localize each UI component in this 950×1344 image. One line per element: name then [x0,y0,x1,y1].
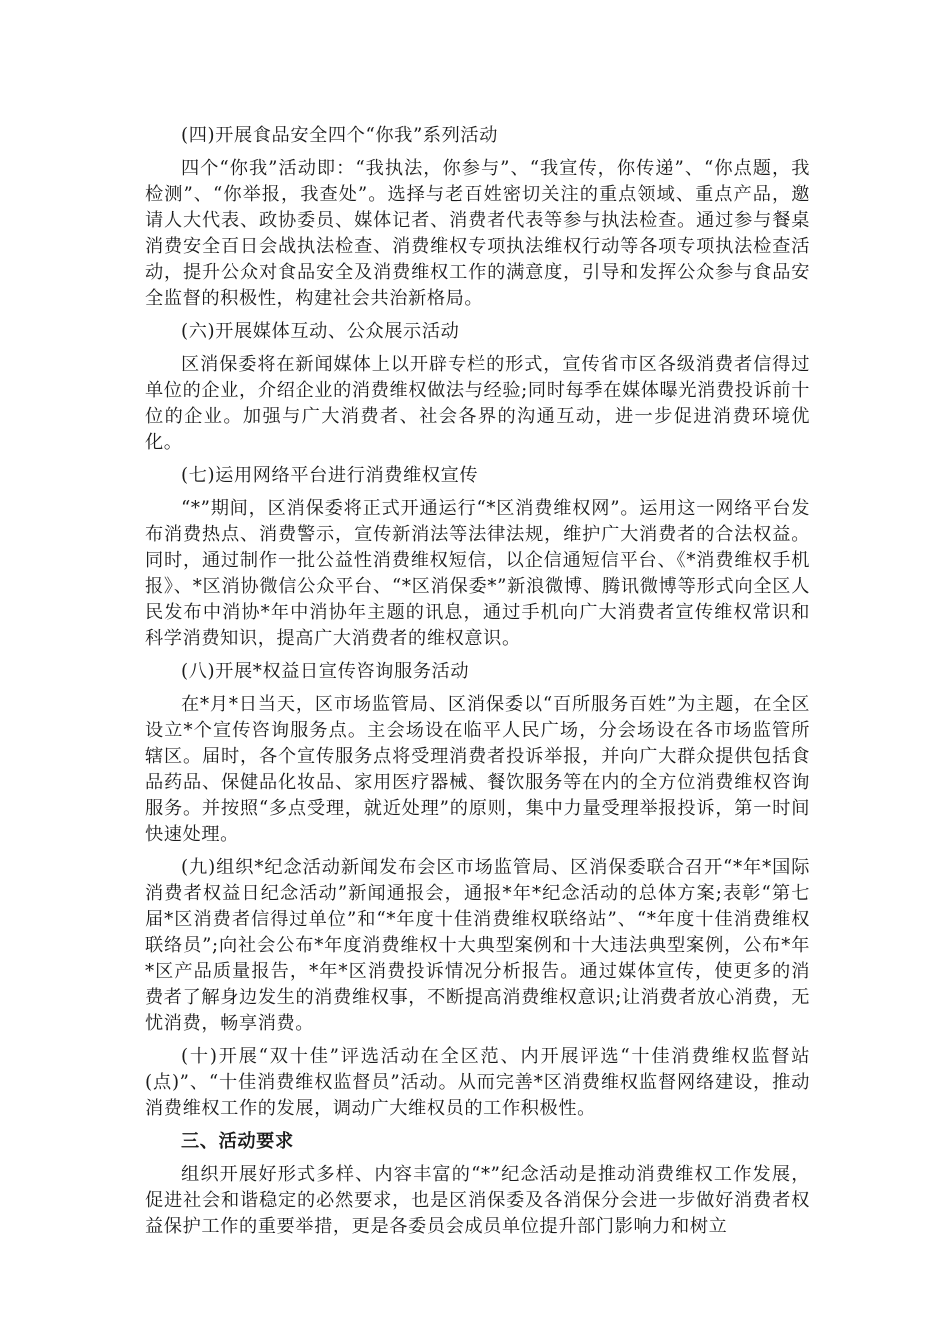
heading-media-interaction: (六)开展媒体互动、公众展示活动 [181,321,460,342]
paragraph-media-interaction: 区消保委将在新闻媒体上以开辟专栏的形式，宣传省市区各级消费者信得过单位的企业，介绍企业的消费维权做法与经验;同时每季在媒体曝光消费投诉前十位的企业。加强与广大消费者、社会各界的沟通互动，进一步促进消费环境优化。 [145,354,810,453]
paragraph-food-safety: 四个“你我”活动即：“我执法，你参与”、“我宣传，你传递”、“你点题，我检测”、“你举报，我查处”。选择与老百姓密切关注的重点领域、重点产品，邀请人大代表、政协委员、媒体记者、消费者代表等参与执法检查。通过参与餐桌消费安全百日会战执法检查、消费维权专项执法维权行动等各项专项执法检查活动，提升公众对食品安全及消费维权工作的满意度，引导和发挥公众参与食品安全监督的积极性，构建社会共治新格局。 [145,158,810,309]
paragraph-double-ten-selection: (十)开展“双十佳”评选活动在全区范、内开展评选“十佳消费维权监督站(点)”、“十佳消费维权监督员”活动。从而完善*区消费维权监督网络建设，推动消费维权工作的发展，调动广大维权员的工作积极性。 [145,1046,810,1119]
paragraph-consultation-service: 在*月*日当天，区市场监管局、区消保委以“百所服务百姓”为主题，在全区设立*个宣传咨询服务点。主会场设在临平人民广场，分会场设在各市场监管所辖区。届时，各个宣传服务点将受理消费者投诉举报，并向广大群众提供包括食品药品、保健品化妆品、家用医疗器械、餐饮服务等在内的全方位消费维权咨询服务。并按照“多点受理，就近处理”的原则，集中力量受理举报投诉，第一时间快速处理。 [145,694,810,845]
paragraph-network-platform: “*”期间，区消保委将正式开通运行“*区消费维权网”。运用这一网络平台发布消费热点、消费警示，宣传新消法等法律法规，维护广大消费者的合法权益。同时，通过制作一批公益性消费维权短信，以企信通短信平台、《*消费维权手机报》、*区消协微信公众平台、“*区消保委*”新浪微博、腾讯微博等形式向全区人民发布中消协*年中消协年主题的讯息，通过手机向广大消费者宣传维权常识和科学消费知识，提高广大消费者的维权意识。 [145,498,810,649]
heading-network-platform: (七)运用网络平台进行消费维权宣传 [181,465,479,486]
paragraph-press-conference: (九)组织*纪念活动新闻发布会区市场监管局、区消保委联合召开“*年*国际消费者权益日纪念活动”新闻通报会，通报*年*纪念活动的总体方案;表彰“第七届*区消费者信得过单位”和“*年度十佳消费维权联络站”、“*年度十佳消费维权联络员”;向社会公布*年度消费维权十大典型案例和十大违法典型案例，公布*年*区产品质量报告，*年*区消费投诉情况分析报告。通过媒体宣传，使更多的消费者了解身边发生的消费维权事，不断提高消费维权意识;让消费者放心消费，无忧消费，畅享消费。 [145,857,810,1034]
paragraph-activity-requirements: 组织开展好形式多样、内容丰富的“*”纪念活动是推动消费维权工作发展，促进社会和谐稳定的必然要求，也是区消保委及各消保分会进一步做好消费者权益保护工作的重要举措，更是各委员会成员单位提升部门影响力和树立 [145,1164,810,1237]
section-title-activity-requirements: 三、活动要求 [181,1131,294,1152]
heading-consultation-service: (八)开展*权益日宣传咨询服务活动 [181,661,470,682]
heading-food-safety-activities: (四)开展食品安全四个“你我”系列活动 [181,125,498,146]
